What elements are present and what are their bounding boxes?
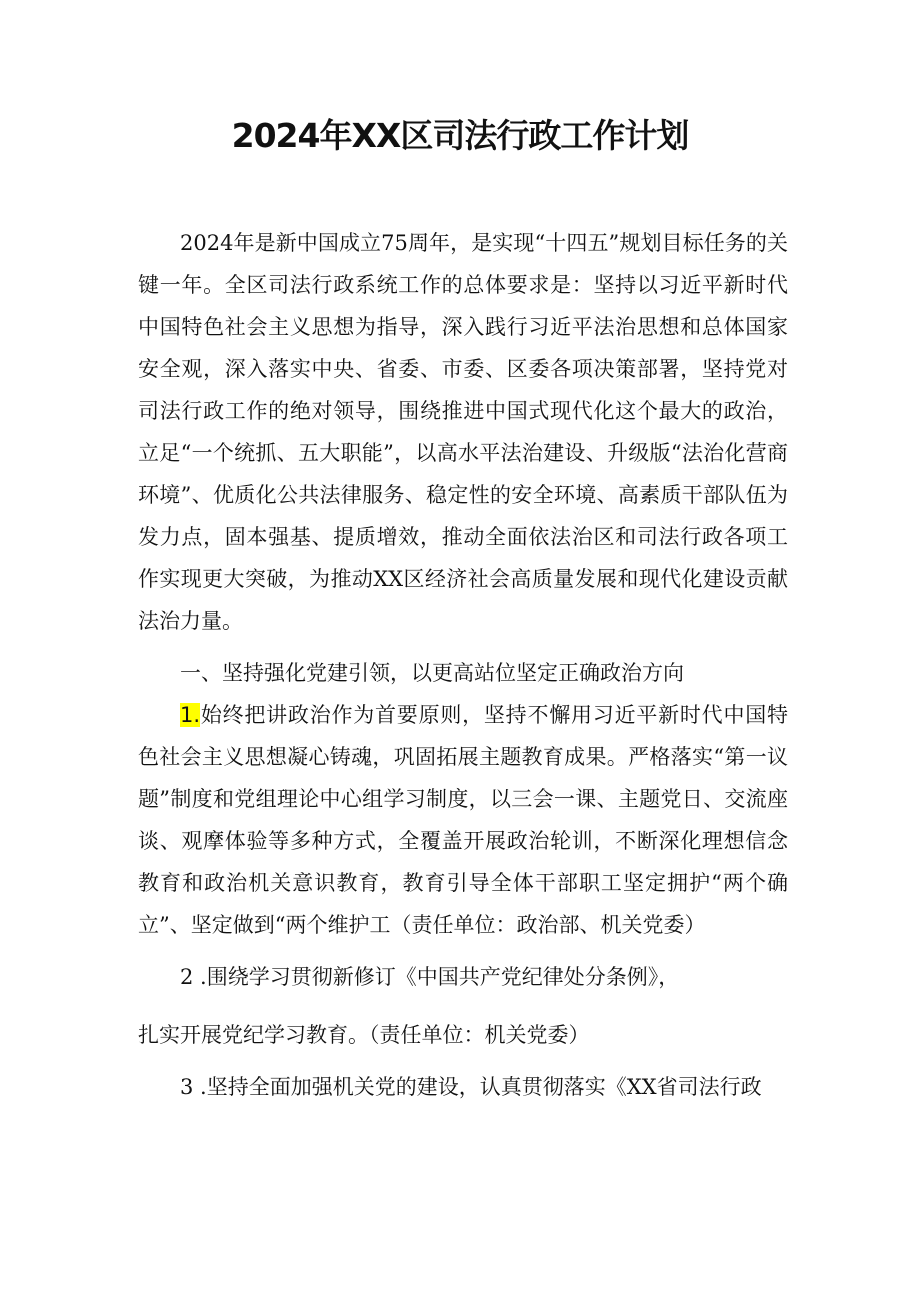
list-item-2-line-1: 2 .围绕学习贯彻新修订《中国共产党纪律处分条例》， [180, 965, 680, 989]
list-item-2-line-2: 扎实开展党纪学习教育。（责任单位：机关党委） [138, 1023, 590, 1047]
list-item-1-text: 始终把讲政治作为首要原则，坚持不懈用习近平新时代中国特色社会主义思想凝心铸魂，巩固拓展主题教育成果。严格落实“第一议题”制度和党组理论中心组学习制度，以三会一课、主题党日、交流座谈、观摩体验等多种方式，全覆盖开展政治轮训，不断深化理想信念教育和政治机关意识教育，教育引导全体干部职工坚定拥护“两个确立”、坚定做到“两个维护工（责任单位：政治部、机关党委） [138, 703, 788, 937]
document-body [138, 222, 788, 1108]
highlighted-item-number: 1. [180, 703, 201, 727]
list-item-3: 3 .坚持全面加强机关党的建设，认真贯彻落实《XX省司法行政 [180, 1075, 762, 1099]
intro-paragraph: 2024年是新中国成立75周年，是实现“十四五”规划目标任务的关键一年。全区司法行政系统工作的总体要求是：坚持以习近平新时代中国特色社会主义思想为指导，深入践行习近平法治思想和总体国家安全观，深入落实中央、省委、市委、区委各项决策部署，坚持党对司法行政工作的绝对领导，围绕推进中国式现代化这个最大的政治，立足“一个统抓、五大职能”，以高水平法治建设、升级版“法治化营商环境”、优质化公共法律服务、稳定性的安全环境、高素质干部队伍为发力点，固本强基、提质增效，推动全面依法治区和司法行政各项工作实现更大突破，为推动XX区经济社会高质量发展和现代化建设贡献法治力量。 [138, 231, 788, 633]
document-title: 2024年XX区司法行政工作计划 [231, 116, 689, 155]
section-heading-1: 一、坚持强化党建引领，以更高站位坚定正确政治方向 [180, 661, 684, 685]
list-item-1 [138, 694, 788, 946]
